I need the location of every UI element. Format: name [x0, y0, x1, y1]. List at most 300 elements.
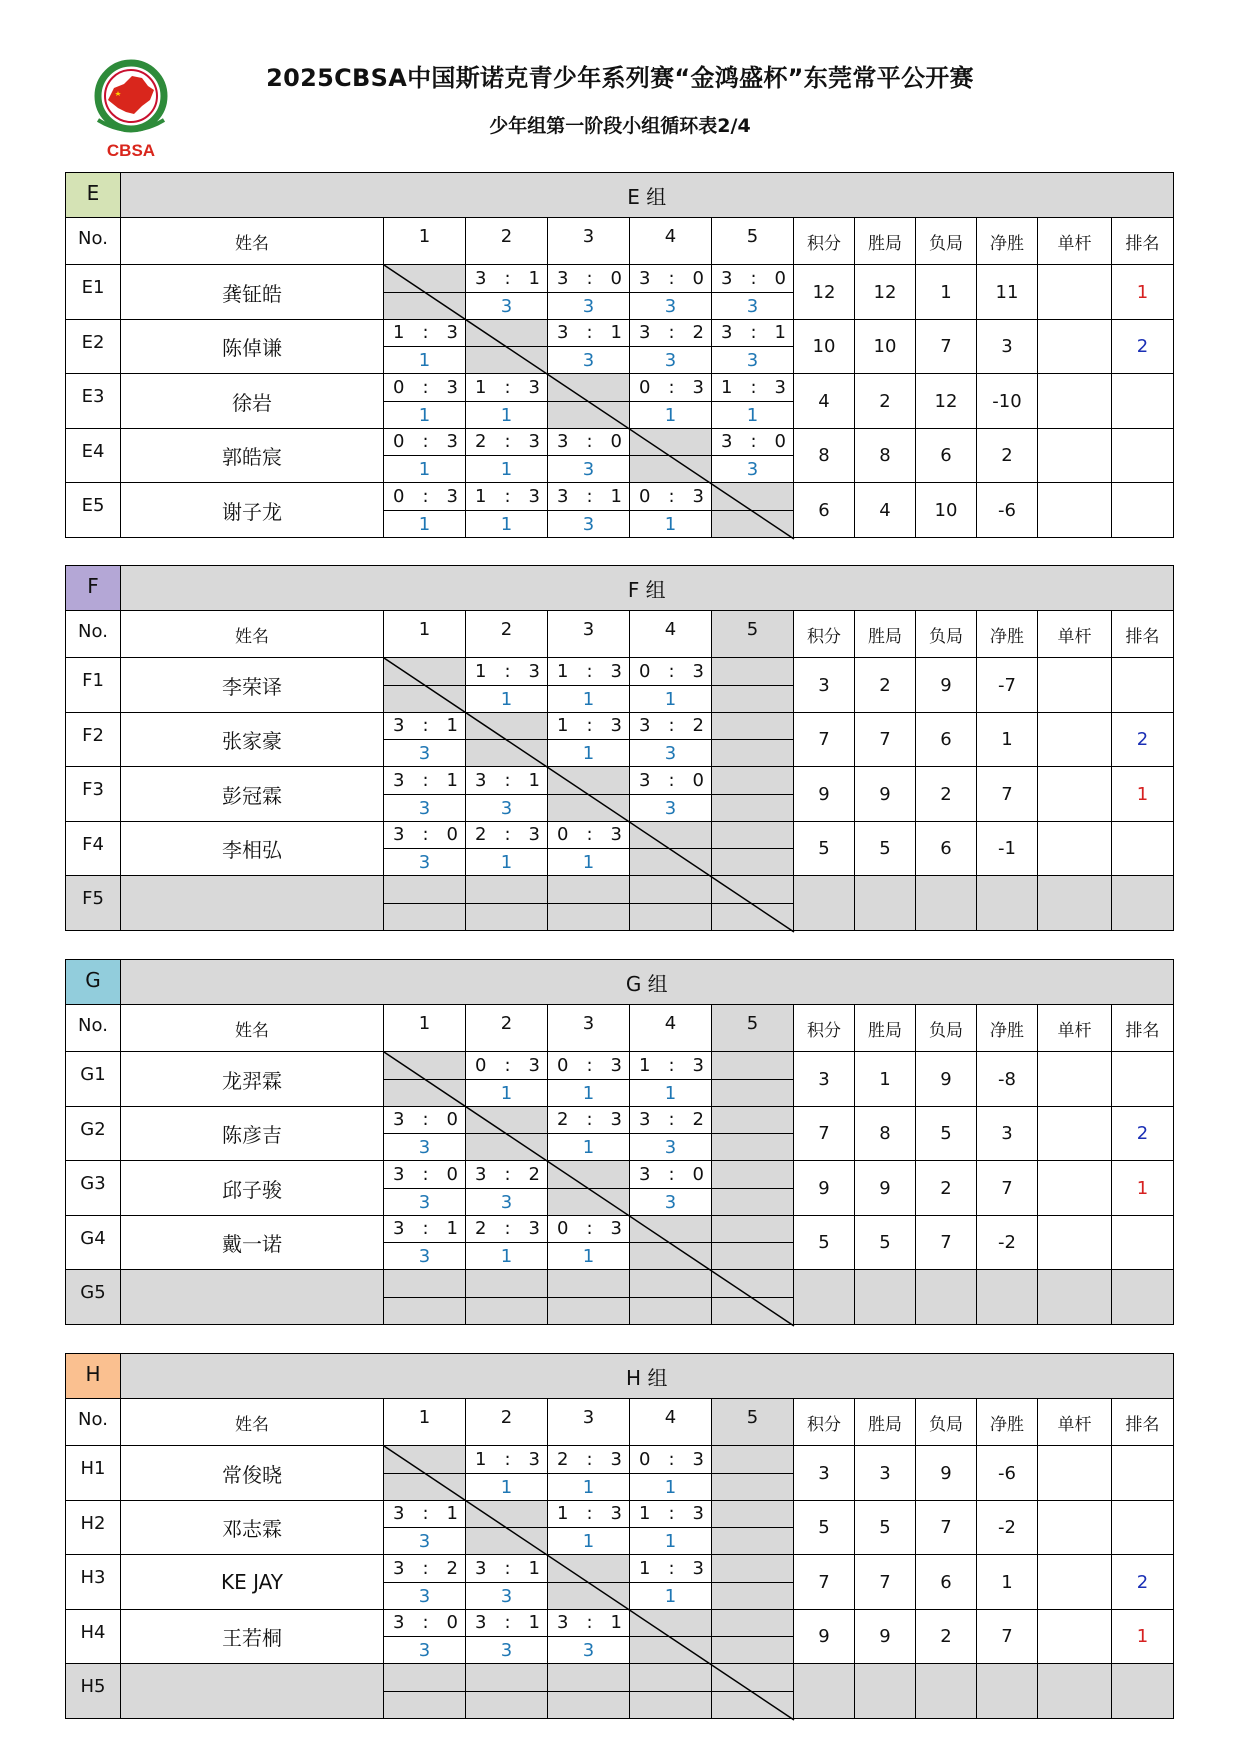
column-header-won: 胜局	[855, 1399, 916, 1446]
stat-lost	[916, 1270, 977, 1325]
score-left: 3	[393, 1612, 405, 1633]
column-header-lost: 负局	[916, 611, 977, 658]
player-name	[121, 876, 384, 931]
stat-rank	[1112, 1501, 1174, 1555]
score-left: 0	[393, 485, 405, 507]
score-left: 3	[475, 769, 487, 791]
games-won-cell: 1	[548, 1243, 630, 1270]
stat-lost: 9	[916, 1446, 977, 1501]
score-separator: :	[504, 376, 511, 398]
games-won-cell: 1	[548, 1080, 630, 1107]
column-header-round-3: 3	[548, 611, 630, 658]
column-header-rank: 排名	[1112, 1005, 1174, 1052]
stat-net: 3	[977, 320, 1038, 374]
stat-net	[977, 1270, 1038, 1325]
column-header-rank: 排名	[1112, 611, 1174, 658]
score-left: 3	[721, 267, 733, 289]
diagonal-line	[384, 658, 794, 932]
player-name: 邓志霖	[121, 1501, 384, 1555]
column-header-round-2: 2	[466, 1399, 548, 1446]
stat-break	[1038, 1501, 1112, 1555]
score-separator: :	[586, 1109, 593, 1130]
games-won-cell: 1	[466, 1243, 548, 1270]
score-left: 0	[393, 376, 405, 398]
column-header-points: 积分	[794, 1399, 855, 1446]
stat-break	[1038, 1107, 1112, 1161]
score-separator: :	[504, 1448, 511, 1470]
player-number: E3	[65, 374, 121, 429]
games-won-cell: 3	[466, 293, 548, 320]
stat-net: -10	[977, 374, 1038, 429]
games-won-cell: 3	[384, 1637, 466, 1664]
games-won-cell: 3	[466, 1189, 548, 1216]
score-left: 3	[721, 431, 733, 452]
score-separator: :	[504, 1054, 511, 1076]
games-won-cell: 3	[548, 347, 630, 374]
stat-net: 2	[977, 429, 1038, 483]
column-header-won: 胜局	[855, 1005, 916, 1052]
score-right: 3	[610, 660, 622, 682]
player-name: 戴一诺	[121, 1216, 384, 1270]
stat-rank: 2	[1112, 320, 1174, 374]
score-separator: :	[668, 1109, 675, 1130]
column-header-rank: 排名	[1112, 218, 1174, 265]
score-left: 1	[475, 485, 487, 507]
score-left: 1	[639, 1503, 651, 1524]
self-match-diagonal	[384, 265, 794, 539]
score-right: 3	[528, 1054, 540, 1076]
score-separator: :	[504, 1218, 511, 1239]
games-won-cell: 1	[712, 402, 794, 429]
column-header-no: No.	[65, 1005, 121, 1052]
player-name: 李荣译	[121, 658, 384, 713]
stat-points: 3	[794, 658, 855, 713]
column-header-break: 单杆	[1038, 1399, 1112, 1446]
table-right-border	[1173, 172, 1175, 538]
games-won-cell: 1	[384, 347, 466, 374]
stat-won: 9	[855, 1161, 916, 1216]
score-right: 0	[692, 769, 704, 791]
player-name: 谢子龙	[121, 483, 384, 538]
column-header-break: 单杆	[1038, 1005, 1112, 1052]
score-right: 1	[446, 1503, 458, 1524]
column-header-round-4: 4	[630, 218, 712, 265]
score-right: 3	[528, 485, 540, 507]
stat-break	[1038, 265, 1112, 320]
stat-won	[855, 1664, 916, 1719]
score-separator: :	[668, 1054, 675, 1076]
score-separator: :	[422, 376, 429, 398]
score-right: 0	[610, 431, 622, 452]
stat-lost	[916, 876, 977, 931]
stat-lost: 6	[916, 1555, 977, 1610]
stat-net: 3	[977, 1107, 1038, 1161]
column-header-round-2: 2	[466, 218, 548, 265]
column-header-name: 姓名	[121, 611, 384, 658]
score-left: 2	[557, 1109, 569, 1130]
games-won-cell: 1	[630, 1474, 712, 1501]
games-won-cell: 3	[384, 795, 466, 822]
score-separator: :	[668, 376, 675, 398]
stat-break	[1038, 1446, 1112, 1501]
stat-points	[794, 1664, 855, 1719]
stat-net: -6	[977, 1446, 1038, 1501]
self-match-diagonal	[384, 658, 794, 932]
games-won-cell: 1	[466, 849, 548, 876]
score-separator: :	[422, 1109, 429, 1130]
score-left: 1	[557, 1503, 569, 1524]
score-right: 3	[692, 1557, 704, 1579]
group-label: G	[65, 959, 121, 1005]
stat-lost: 5	[916, 1107, 977, 1161]
player-name	[121, 1270, 384, 1325]
column-header-round-4: 4	[630, 1399, 712, 1446]
stat-points: 10	[794, 320, 855, 374]
player-number: F1	[65, 658, 121, 713]
score-left: 1	[639, 1557, 651, 1579]
group-table-f	[65, 565, 1174, 931]
stat-break	[1038, 483, 1112, 538]
stat-lost: 12	[916, 374, 977, 429]
score-right: 3	[610, 715, 622, 736]
score-left: 3	[557, 267, 569, 289]
stat-break	[1038, 1664, 1112, 1719]
stat-lost: 7	[916, 320, 977, 374]
diagonal-line	[384, 1446, 794, 1720]
score-separator: :	[750, 431, 757, 452]
column-header-no: No.	[65, 218, 121, 265]
stat-points	[794, 876, 855, 931]
column-header-no: No.	[65, 1399, 121, 1446]
score-left: 3	[393, 824, 405, 845]
column-header-net: 净胜	[977, 611, 1038, 658]
games-won-cell: 1	[466, 686, 548, 713]
score-left: 1	[393, 322, 405, 343]
stat-break	[1038, 767, 1112, 822]
games-won-cell: 3	[548, 1637, 630, 1664]
score-separator: :	[586, 660, 593, 682]
games-won-cell: 3	[712, 293, 794, 320]
score-separator: :	[586, 431, 593, 452]
stat-points: 6	[794, 483, 855, 538]
score-right: 0	[446, 1109, 458, 1130]
score-left: 3	[639, 715, 651, 736]
column-header-name: 姓名	[121, 218, 384, 265]
score-left: 3	[639, 769, 651, 791]
games-won-cell: 1	[548, 1474, 630, 1501]
score-separator: :	[750, 376, 757, 398]
score-right: 3	[528, 1218, 540, 1239]
score-separator: :	[668, 322, 675, 343]
score-left: 0	[639, 1448, 651, 1470]
stat-net	[977, 1664, 1038, 1719]
stat-rank	[1112, 1052, 1174, 1107]
stat-lost: 6	[916, 429, 977, 483]
score-left: 3	[393, 1218, 405, 1239]
score-left: 3	[639, 1109, 651, 1130]
player-name: 李相弘	[121, 822, 384, 876]
stat-rank: 1	[1112, 767, 1174, 822]
stat-won: 9	[855, 1610, 916, 1664]
games-won-cell: 3	[466, 1583, 548, 1610]
score-left: 1	[639, 1054, 651, 1076]
stat-break	[1038, 374, 1112, 429]
score-left: 2	[475, 1218, 487, 1239]
games-won-cell: 1	[548, 1528, 630, 1555]
score-left: 3	[721, 322, 733, 343]
score-left: 0	[475, 1054, 487, 1076]
games-won-cell: 1	[548, 740, 630, 767]
score-separator: :	[422, 1612, 429, 1633]
column-header-round-1: 1	[384, 1399, 466, 1446]
group-table-h	[65, 1353, 1174, 1719]
score-separator: :	[750, 267, 757, 289]
stat-points: 9	[794, 767, 855, 822]
stat-break	[1038, 1052, 1112, 1107]
stat-rank: 1	[1112, 1610, 1174, 1664]
player-name: 龚钲皓	[121, 265, 384, 320]
stat-net: -2	[977, 1216, 1038, 1270]
group-title: E 组	[120, 172, 1175, 218]
score-separator: :	[504, 824, 511, 845]
self-match-diagonal	[384, 1052, 794, 1326]
column-header-net: 净胜	[977, 1399, 1038, 1446]
score-right: 3	[610, 1448, 622, 1470]
stat-won: 2	[855, 658, 916, 713]
games-won-cell: 3	[384, 1189, 466, 1216]
score-separator: :	[422, 322, 429, 343]
stat-won: 8	[855, 1107, 916, 1161]
stat-net: -6	[977, 483, 1038, 538]
stat-points: 5	[794, 822, 855, 876]
score-separator: :	[422, 1503, 429, 1524]
score-left: 0	[639, 376, 651, 398]
stat-won: 5	[855, 822, 916, 876]
games-won-cell: 3	[630, 347, 712, 374]
column-header-rank: 排名	[1112, 1399, 1174, 1446]
stat-lost: 7	[916, 1501, 977, 1555]
score-separator: :	[504, 1557, 511, 1579]
stat-break	[1038, 822, 1112, 876]
player-name: 张家豪	[121, 713, 384, 767]
score-left: 0	[639, 485, 651, 507]
score-separator: :	[504, 485, 511, 507]
score-right: 3	[692, 485, 704, 507]
player-number: H2	[65, 1501, 121, 1555]
stat-won: 5	[855, 1216, 916, 1270]
stat-net: -2	[977, 1501, 1038, 1555]
games-won-cell: 1	[466, 1080, 548, 1107]
score-right: 1	[774, 322, 786, 343]
player-number: H3	[65, 1555, 121, 1610]
score-right: 1	[446, 715, 458, 736]
score-separator: :	[422, 485, 429, 507]
column-header-round-5: 5	[712, 1005, 794, 1052]
stat-lost: 2	[916, 1610, 977, 1664]
player-number: G5	[65, 1270, 121, 1325]
score-left: 0	[393, 431, 405, 452]
column-header-round-1: 1	[384, 611, 466, 658]
player-number: H5	[65, 1664, 121, 1719]
stat-break	[1038, 658, 1112, 713]
score-right: 2	[446, 1557, 458, 1579]
column-header-won: 胜局	[855, 611, 916, 658]
score-right: 3	[692, 1054, 704, 1076]
stat-break	[1038, 1216, 1112, 1270]
score-separator: :	[586, 715, 593, 736]
stat-lost: 6	[916, 822, 977, 876]
stat-won: 3	[855, 1446, 916, 1501]
column-header-no: No.	[65, 611, 121, 658]
player-number: G1	[65, 1052, 121, 1107]
score-separator: :	[586, 1612, 593, 1633]
games-won-cell: 1	[466, 1474, 548, 1501]
stat-lost: 6	[916, 713, 977, 767]
player-name: 常俊晓	[121, 1446, 384, 1501]
stat-break	[1038, 713, 1112, 767]
stat-points: 7	[794, 1555, 855, 1610]
score-right: 3	[692, 1448, 704, 1470]
stat-break	[1038, 429, 1112, 483]
score-separator: :	[668, 1163, 675, 1185]
score-left: 0	[557, 1054, 569, 1076]
group-label: F	[65, 565, 121, 611]
column-header-round-4: 4	[630, 1005, 712, 1052]
group-label: E	[65, 172, 121, 218]
stat-rank	[1112, 876, 1174, 931]
score-left: 3	[393, 1109, 405, 1130]
score-right: 3	[446, 376, 458, 398]
player-number: E2	[65, 320, 121, 374]
player-number: E4	[65, 429, 121, 483]
player-number: G3	[65, 1161, 121, 1216]
column-header-lost: 负局	[916, 1399, 977, 1446]
stat-lost: 9	[916, 658, 977, 713]
score-right: 3	[774, 376, 786, 398]
score-left: 3	[639, 267, 651, 289]
score-right: 3	[692, 1503, 704, 1524]
score-right: 1	[528, 1557, 540, 1579]
stat-won	[855, 876, 916, 931]
score-separator: :	[586, 1054, 593, 1076]
score-separator: :	[504, 769, 511, 791]
stat-rank	[1112, 483, 1174, 538]
score-right: 3	[446, 322, 458, 343]
score-right: 1	[446, 769, 458, 791]
stat-rank	[1112, 658, 1174, 713]
games-won-cell: 3	[712, 347, 794, 374]
score-separator: :	[668, 715, 675, 736]
score-right: 3	[692, 376, 704, 398]
score-left: 3	[393, 1557, 405, 1579]
stat-lost: 7	[916, 1216, 977, 1270]
player-name	[121, 1664, 384, 1719]
stat-lost: 2	[916, 767, 977, 822]
player-name: KE JAY	[121, 1555, 384, 1610]
player-name: 陈彦吉	[121, 1107, 384, 1161]
games-won-cell: 1	[466, 456, 548, 483]
column-header-name: 姓名	[121, 1005, 384, 1052]
score-left: 2	[475, 431, 487, 452]
player-name: 郭皓宸	[121, 429, 384, 483]
table-right-border	[1173, 565, 1175, 931]
stat-rank	[1112, 374, 1174, 429]
stat-won: 2	[855, 374, 916, 429]
self-match-diagonal	[384, 1446, 794, 1720]
games-won-cell: 3	[630, 293, 712, 320]
games-won-cell: 3	[630, 740, 712, 767]
score-right: 1	[610, 1612, 622, 1633]
stat-net: 11	[977, 265, 1038, 320]
score-right: 0	[692, 267, 704, 289]
stat-net: 7	[977, 1161, 1038, 1216]
stat-won: 8	[855, 429, 916, 483]
player-name: 王若桐	[121, 1610, 384, 1664]
score-right: 3	[446, 485, 458, 507]
player-name: 彭冠霖	[121, 767, 384, 822]
stat-break	[1038, 320, 1112, 374]
stat-net: -1	[977, 822, 1038, 876]
score-left: 3	[557, 431, 569, 452]
games-won-cell: 1	[548, 1134, 630, 1161]
player-name: 徐岩	[121, 374, 384, 429]
score-separator: :	[504, 1163, 511, 1185]
column-header-round-5: 5	[712, 218, 794, 265]
score-left: 3	[639, 322, 651, 343]
games-won-cell: 3	[384, 1583, 466, 1610]
score-right: 3	[610, 1054, 622, 1076]
column-header-round-2: 2	[466, 1005, 548, 1052]
score-right: 1	[610, 322, 622, 343]
score-left: 0	[557, 824, 569, 845]
stat-lost: 2	[916, 1161, 977, 1216]
stat-won: 5	[855, 1501, 916, 1555]
stat-points: 3	[794, 1052, 855, 1107]
games-won-cell: 3	[466, 795, 548, 822]
score-left: 1	[721, 376, 733, 398]
column-header-round-5: 5	[712, 1399, 794, 1446]
stat-break	[1038, 1161, 1112, 1216]
column-header-lost: 负局	[916, 218, 977, 265]
column-header-round-5: 5	[712, 611, 794, 658]
stat-won: 7	[855, 1555, 916, 1610]
games-won-cell: 1	[630, 402, 712, 429]
column-header-points: 积分	[794, 1005, 855, 1052]
score-separator: :	[668, 769, 675, 791]
column-header-break: 单杆	[1038, 611, 1112, 658]
stat-points: 9	[794, 1161, 855, 1216]
score-right: 0	[692, 1163, 704, 1185]
score-right: 3	[528, 431, 540, 452]
stat-net: -7	[977, 658, 1038, 713]
score-separator: :	[586, 824, 593, 845]
games-won-cell: 1	[630, 1080, 712, 1107]
score-separator: :	[586, 1503, 593, 1524]
stat-lost: 9	[916, 1052, 977, 1107]
stat-points	[794, 1270, 855, 1325]
stat-net: 7	[977, 767, 1038, 822]
stat-break	[1038, 1270, 1112, 1325]
score-right: 3	[610, 824, 622, 845]
stat-points: 7	[794, 1107, 855, 1161]
stat-net: -8	[977, 1052, 1038, 1107]
score-left: 3	[557, 322, 569, 343]
score-left: 1	[557, 660, 569, 682]
score-separator: :	[668, 1448, 675, 1470]
games-won-cell: 3	[466, 1637, 548, 1664]
score-left: 2	[557, 1448, 569, 1470]
score-separator: :	[504, 431, 511, 452]
